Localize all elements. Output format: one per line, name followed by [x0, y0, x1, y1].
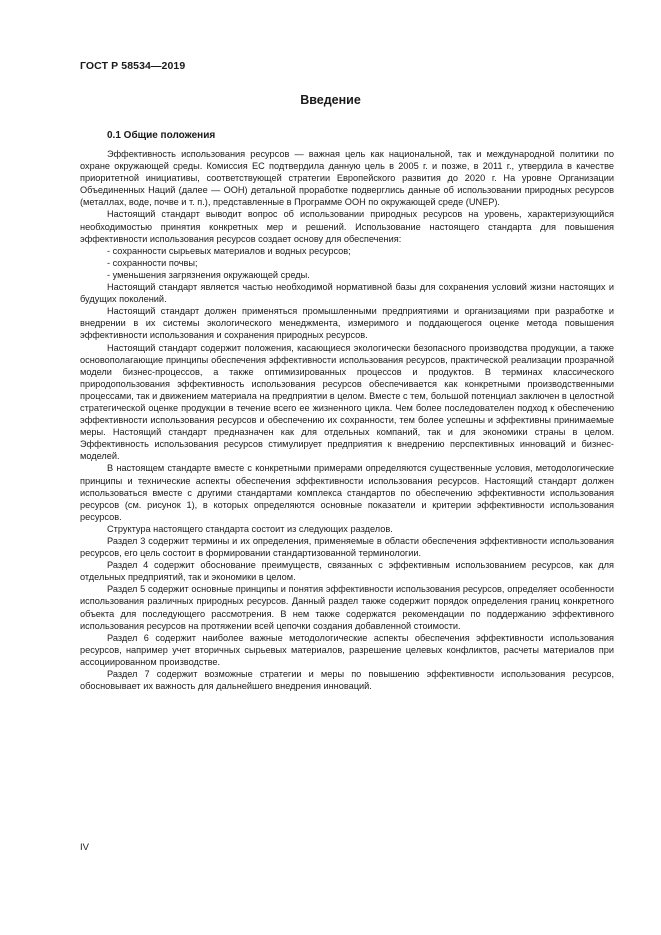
section-heading: 0.1 Общие положения — [107, 130, 216, 141]
paragraph: Раздел 7 содержит возможные стратегии и меры по повышению эффективности использования ресурсов, обосновывает их важность для дальнейшего внедрения инноваций. — [80, 669, 614, 692]
paragraph: Структура настоящего стандарта состоит из следующих разделов. — [107, 523, 393, 534]
paragraph: Раздел 3 содержит термины и их определения, применяемые в области обеспечения эффективности использования ресурсов, его цель состоит в формировании стандартизованной терминологии. — [80, 536, 614, 559]
page-title: Введение — [300, 93, 361, 107]
paragraph: Настоящий стандарт является частью необходимой нормативной базы для сохранения условий жизни настоящих и будущих поколений. — [80, 282, 614, 305]
paragraph: Эффективность использования ресурсов — важная цель как национальной, так и международной политики по охране окружающей среды. Комиссия ЕС подтвердила данную цель в 2005 г. и позже, в 2011 г., утвердила в качестве приоритетной инициативы, соответствующей стратегии Европейского развития до 2020 г. На уровне Организации Объединенных Наций (далее — ООН) детальной проработке подверглись данные об использовании природных ресурсов (металлах, воде, почве и т. п.), представленные в Программе ООН по окружающей среде (UNEP). — [80, 149, 614, 208]
paragraph: Настоящий стандарт выводит вопрос об использовании природных ресурсов на уровень, характеризующийся необходимостью принятия конкретных мер и решений. Использование настоящего стандарта для повышения эффективности использования ресурсов создает основу для обеспечения: — [80, 209, 614, 244]
paragraph: Раздел 6 содержит наиболее важные методологические аспекты обеспечения эффективности использования ресурсов, например учет вторичных сырьевых материалов, разрешение целевых конфликтов, расчеты материалов при ассоциированном производстве. — [80, 632, 614, 667]
list-item: - сохранности почвы; — [107, 257, 198, 268]
list-item: - уменьшения загрязнения окружающей среды. — [107, 269, 310, 280]
list-item: - сохранности сырьевых материалов и водных ресурсов; — [107, 245, 351, 256]
standard-designation: ГОСТ Р 58534—2019 — [80, 60, 186, 72]
paragraph: Настоящий стандарт содержит положения, касающиеся экологически безопасного производства продукции, а также основополагающие принципы обеспечения эффективности использования ресурсов, практической реализации прозрачной модели бизнес-процессов, а также оптимизированных процессов и продуктов. В терминах классического природопользования эффективность использования ресурсов обеспечивается как конкретными производственными процессами, так и движением материала на предприятии в целом. Вместе с тем, большой потенциал заключен в целостной стратегической оценке продукции в течение всего ее жизненного цикла. Чем более последователен подход к обеспечению эффективности использования ресурсов и обеспечению их сохранности, тем более успешны и эффективны принимаемые меры. Настоящий стандарт предназначен как для отдельных компаний, так и для экономики страны в целом. Эффективность использования ресурсов стимулирует предприятия к внедрению перспективных инноваций и бизнес-моделей. — [80, 342, 614, 462]
body-text — [80, 148, 614, 692]
page-number: IV — [80, 842, 89, 853]
paragraph: В настоящем стандарте вместе с конкретными примерами определяются существенные условия, методологические принципы и технические аспекты обеспечения эффективности использования ресурсов. Настоящий стандарт должен использоваться вместе с другими стандартами комплекса стандартов по обеспечению эффективности использования ресурсов (см. рисунок 1), в которых определяются основные показатели и критерии эффективности использования ресурсов. — [80, 463, 614, 522]
paragraph: Настоящий стандарт должен применяться промышленными предприятиями и организациями при разработке и внедрении в их системы экологического менеджмента, измеримого и поддающегося оценке метода повышения эффективности использования и сохранения природных ресурсов. — [80, 306, 614, 341]
paragraph: Раздел 4 содержит обоснование преимуществ, связанных с эффективным использованием ресурсов, как для отдельных предприятий, так и экономики в целом. — [80, 560, 614, 583]
paragraph: Раздел 5 содержит основные принципы и понятия эффективности использования ресурсов, определяет особенности использования различных природных ресурсов. Данный раздел также содержит порядок определения границ конкретного объекта для последующего рассмотрения. В нем также содержатся рекомендации по поддержанию эффективного использования ресурсов на протяжении всей цепочки создания добавленной стоимости. — [80, 584, 614, 631]
